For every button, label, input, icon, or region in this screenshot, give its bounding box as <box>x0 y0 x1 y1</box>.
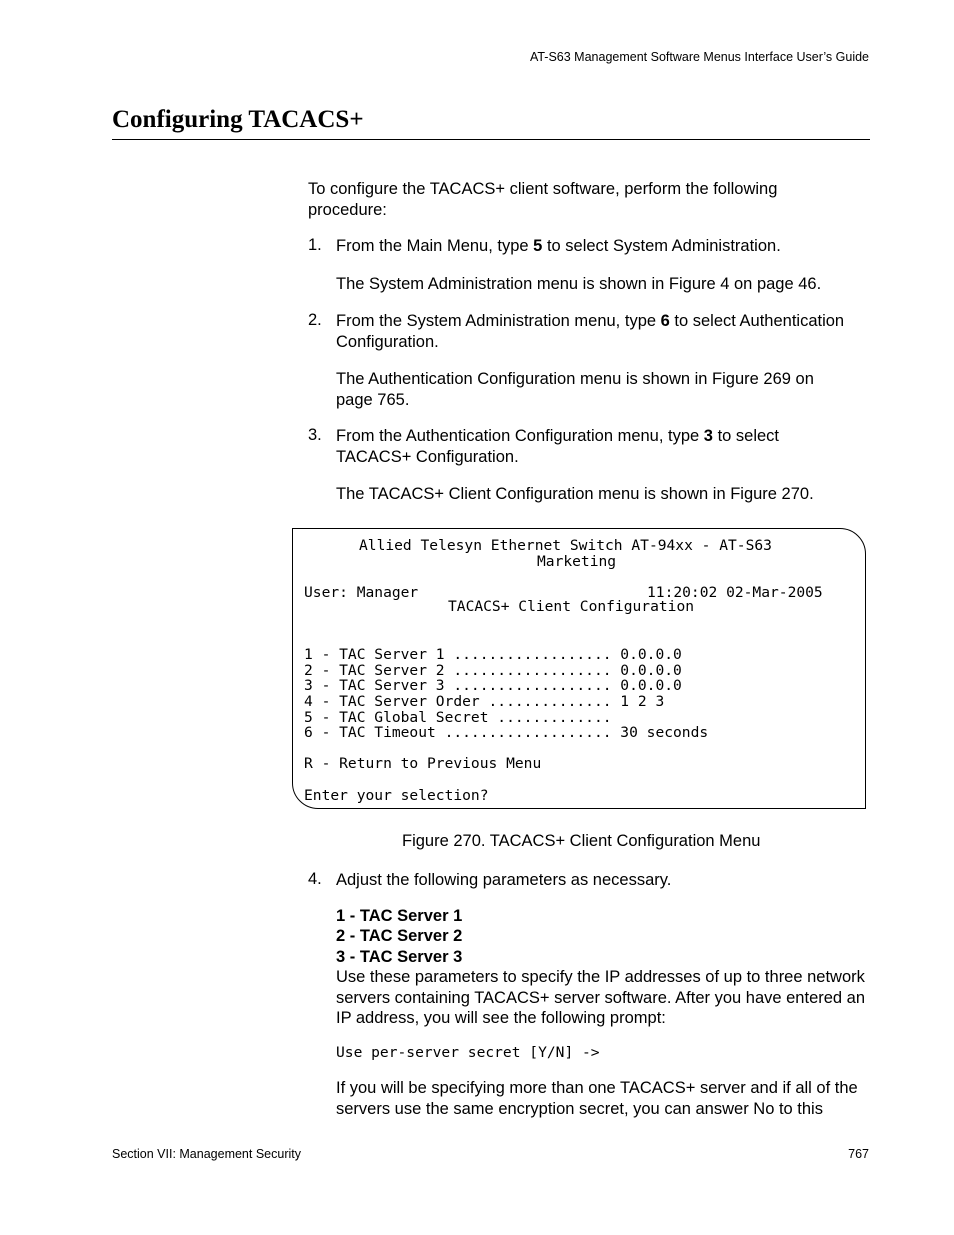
param-description: Use these parameters to specify the IP addresses of up to three network servers containing TACACS+ server software. After you have entered an IP address, you will see the following prompt: <box>336 968 866 1027</box>
step-text-pre: From the Authentication Configuration menu, type <box>336 427 704 445</box>
step-text: Adjust the following parameters as necessary. <box>336 871 672 889</box>
param-heading: 1 - TAC Server 1 <box>336 907 463 925</box>
step-note: The System Administration menu is shown in Figure 4 on page 46. <box>336 275 822 293</box>
page-number: 767 <box>848 1147 869 1161</box>
step-number: 2. <box>308 311 322 329</box>
step-text-post: to select TACACS+ Configuration. <box>336 427 780 466</box>
code-prompt: Use per-server secret [Y/N] -> <box>336 1044 600 1061</box>
step-text-post: to select System Administration. <box>542 237 781 255</box>
terminal-screen <box>292 528 866 809</box>
param-followup: If you will be specifying more than one TACACS+ server and if all of the servers use the same encryption secret, you can answer No to this <box>336 1079 858 1118</box>
terminal-text <box>304 537 823 804</box>
step-number: 4. <box>308 870 322 888</box>
step-note: The TACACS+ Client Configuration menu is shown in Figure 270. <box>336 485 814 503</box>
step-note: The Authentication Configuration menu is shown in Figure 269 on page 765. <box>336 370 814 409</box>
section-title: Configuring TACACS+ <box>112 106 364 133</box>
title-rule <box>112 139 870 140</box>
terminal-menu-title: TACACS+ Client Configuration <box>448 598 695 616</box>
terminal-item: 4 - TAC Server Order .............. 1 2 3 <box>304 692 665 710</box>
terminal-item: 1 - TAC Server 1 .................. 0.0.0.0 <box>304 646 682 664</box>
intro-paragraph: To configure the TACACS+ client software, perform the following procedure: <box>308 180 778 219</box>
step-text-pre: From the System Administration menu, type <box>336 312 661 330</box>
step-text <box>336 426 816 467</box>
running-header: AT-S63 Management Software Menus Interface User’s Guide <box>529 50 869 64</box>
terminal-item: 2 - TAC Server 2 .................. 0.0.0.0 <box>304 661 682 679</box>
terminal-time: 11:20:02 02-Mar-2005 <box>647 583 823 601</box>
terminal-prompt: Enter your selection? <box>304 786 489 804</box>
step-text <box>336 311 871 352</box>
step-number: 3. <box>308 426 322 444</box>
step-key: 5 <box>533 237 543 255</box>
terminal-item: 5 - TAC Global Secret ............. <box>304 708 612 726</box>
terminal-user: User: Manager <box>304 583 419 601</box>
figure-caption: Figure 270. TACACS+ Client Configuration Menu <box>402 832 761 850</box>
terminal-item: 3 - TAC Server 3 .................. 0.0.0.0 <box>304 677 682 695</box>
param-heading: 2 - TAC Server 2 <box>336 927 463 945</box>
step-text-post: to select Authentication Configuration. <box>336 312 845 351</box>
step-text-pre: From the Main Menu, type <box>336 237 534 255</box>
step-key: 6 <box>660 312 670 330</box>
footer-section: Section VII: Management Security <box>112 1147 301 1161</box>
param-heading: 3 - TAC Server 3 <box>336 948 463 966</box>
terminal-return: R - Return to Previous Menu <box>304 755 542 773</box>
terminal-line: Allied Telesyn Ethernet Switch AT-94xx - AT-S63 <box>359 537 772 554</box>
step-key: 3 <box>703 427 713 445</box>
step-number: 1. <box>308 236 322 254</box>
terminal-item: 6 - TAC Timeout ................... 30 seconds <box>304 724 709 742</box>
terminal-line: Marketing <box>537 552 617 570</box>
step-text <box>336 236 876 257</box>
